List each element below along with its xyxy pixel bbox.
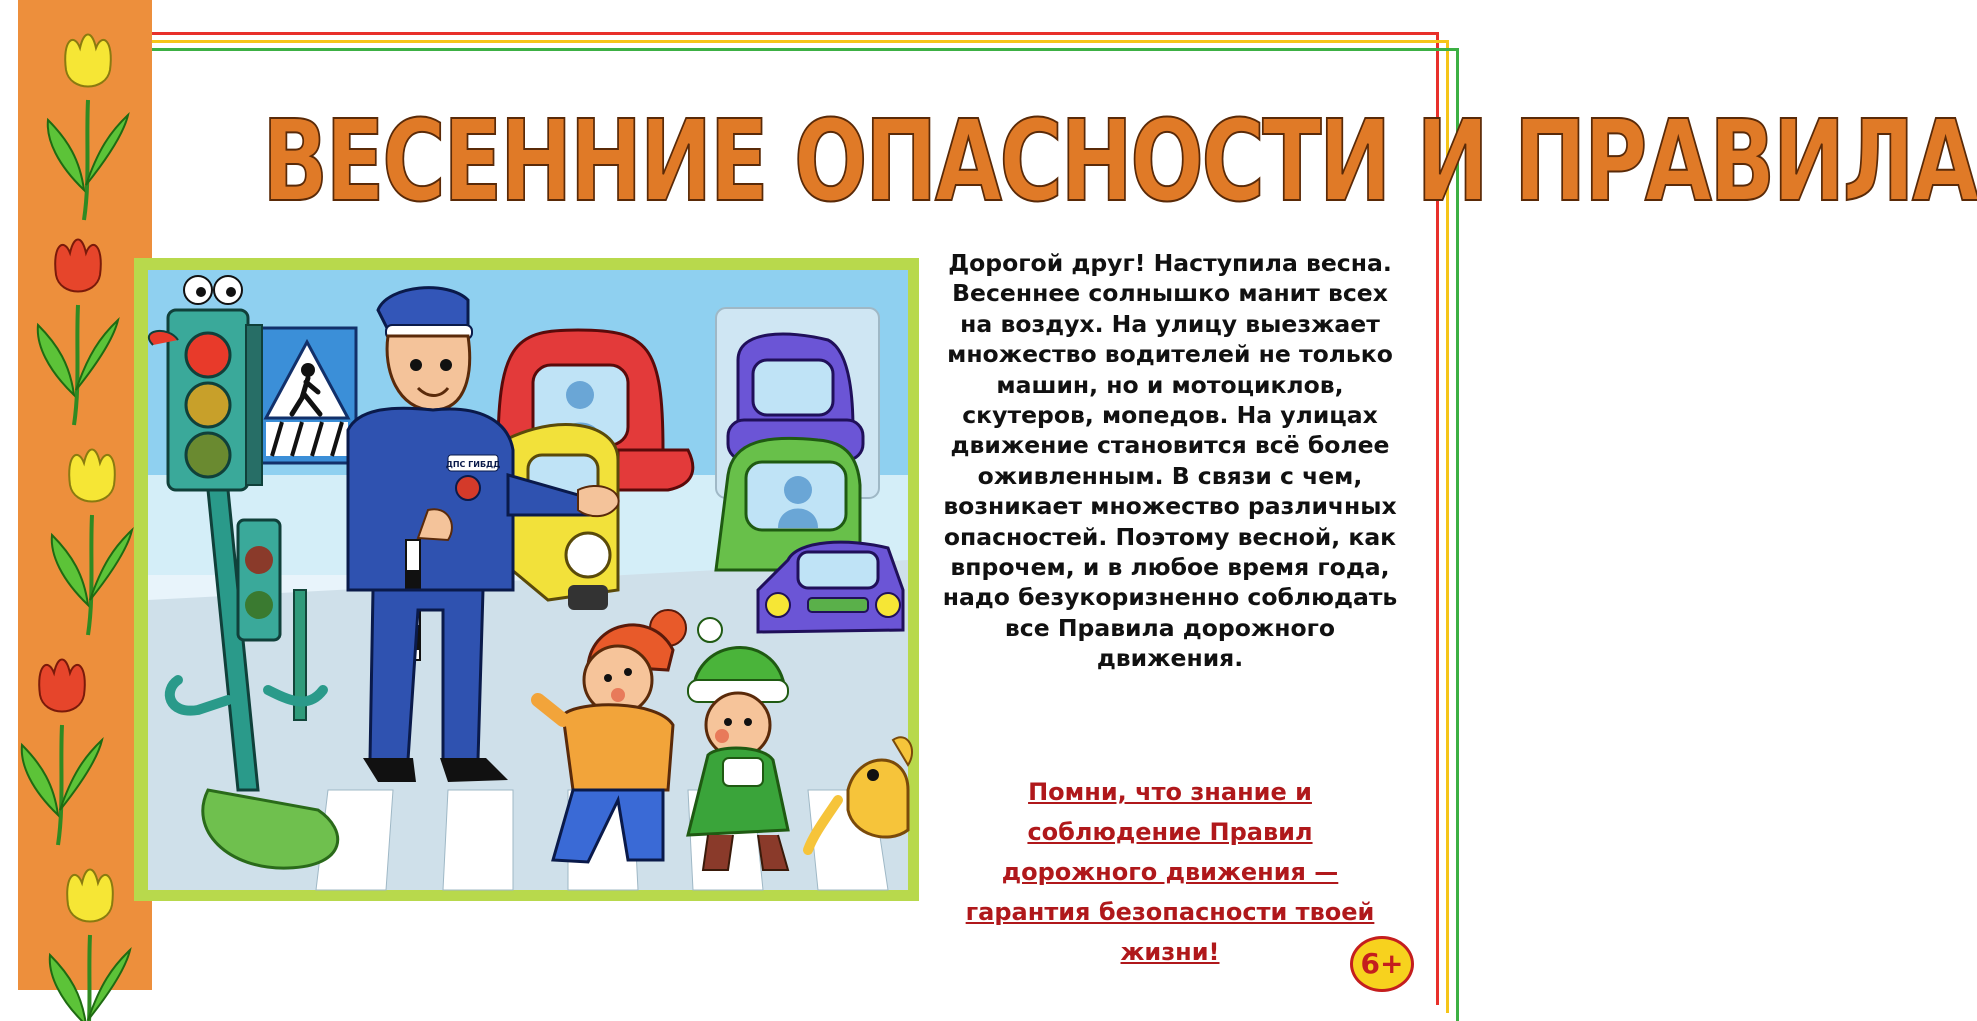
- safety-reminder: Помни, что знание и соблюдение Правил дорожного движения — гарантия безопасности твоей жизни!: [965, 772, 1375, 972]
- tulip-yellow-icon: [52, 450, 132, 636]
- street-illustration: [148, 270, 908, 890]
- page-title: ВЕСЕННИЕ ОПАСНОСТИ И ПРАВИЛА: [262, 92, 1320, 232]
- tulip-red-icon: [22, 660, 102, 846]
- intro-text: Дорогой друг! Наступила весна. Весеннее солнышко манит всех на воздух. На улицу выезжает множество водителей не только машин, но и мотоциклов, скутеров, мопедов. На улицах движение становится всё более оживленным. В связи с чем, возникает множество различных опасностей. Поэтому весной, как впрочем, и в любое время года, надо безукоризненно соблюдать все Правила дорожного движения.: [940, 248, 1400, 674]
- tulip-yellow-icon: [50, 870, 130, 1021]
- officer-badge-text: ДПС ГИБДД: [446, 460, 501, 469]
- age-rating-badge: 6+: [1350, 936, 1414, 992]
- tulip-red-icon: [38, 240, 118, 426]
- tulip-border: [0, 0, 152, 990]
- tulip-yellow-icon: [48, 35, 128, 221]
